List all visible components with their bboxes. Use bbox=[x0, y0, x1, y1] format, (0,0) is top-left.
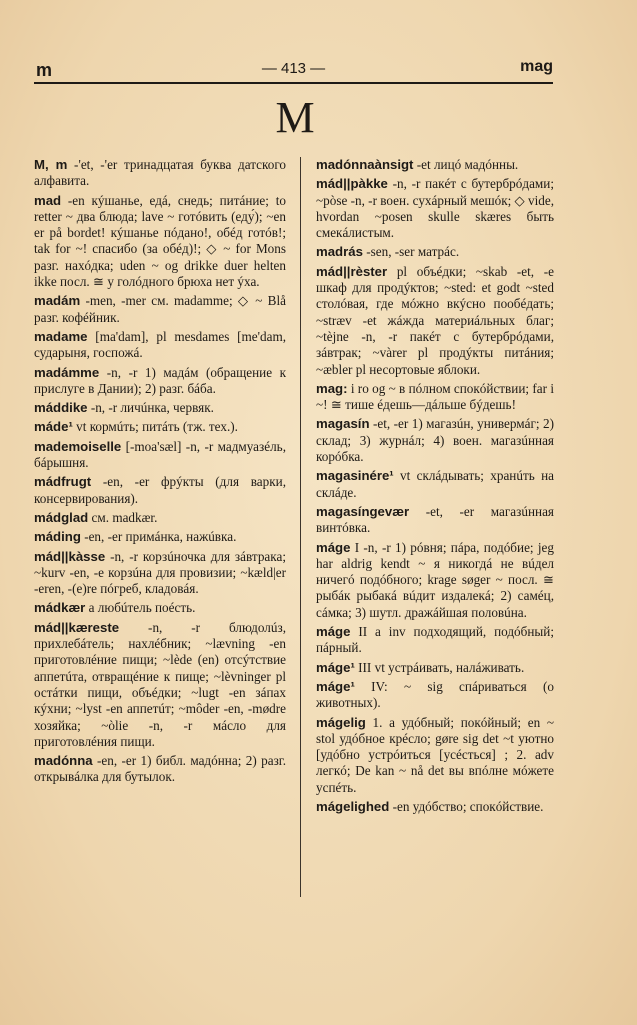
entry-headword: máge bbox=[316, 624, 351, 640]
entry-headword: mádglad bbox=[34, 509, 89, 525]
entry-definition: -n, -r корзúночка для зáвтрака; ~kurv -en, -e корзúна для провизии; ~kæld|er -eren, -(e)re пóгреб, кладовáя. bbox=[34, 548, 286, 597]
entry-headword: mád||kàsse bbox=[34, 548, 106, 564]
entry-headword: máddike bbox=[34, 400, 88, 416]
entry-headword: M, m bbox=[34, 157, 68, 172]
entry-headword: mádfrugt bbox=[34, 474, 92, 490]
left-column bbox=[34, 157, 286, 789]
entry-headword: madónna bbox=[34, 753, 93, 769]
dictionary-entry bbox=[34, 439, 286, 472]
entry-headword: mádkær bbox=[34, 600, 86, 616]
dictionary-entry bbox=[34, 293, 286, 326]
entry-definition: -en удóбство; спокóйствие. bbox=[389, 798, 544, 814]
entry-headword: mágelig bbox=[316, 714, 366, 730]
entry-definition: -sen, -ser матрáс. bbox=[362, 244, 460, 260]
entry-headword: mag: bbox=[316, 380, 348, 396]
entry-definition: I -n, -r 1) рóвня; пáра, подóбие; jeg har aldrig kendt ~ я никогдá не вúдел ничегó подóбного; krage søger ~ посл. ≅ рыбáк рыбакá вúдит издалекá; 2) самéц, сáмка; 3) шутл. дражáйшая половúна. bbox=[316, 539, 554, 620]
entry-definition: -'et, -'er тринадцатая буква датского алфавита. bbox=[34, 157, 286, 189]
dictionary-entry bbox=[316, 679, 554, 712]
entry-definition: см. madkær. bbox=[88, 509, 158, 525]
dictionary-entry bbox=[316, 715, 554, 796]
entry-headword: mad bbox=[34, 192, 62, 208]
dictionary-entry bbox=[316, 416, 554, 465]
dictionary-entry bbox=[316, 468, 554, 501]
entry-headword: madám bbox=[34, 293, 81, 309]
entry-definition: -et, -er 1) магазúн, универмáг; 2) склад; 3) журнáл; 4) воен. магазúнная корóбка. bbox=[316, 416, 554, 465]
dictionary-entry bbox=[316, 381, 554, 414]
entry-definition: 1. a удóбный; покóйный; en ~ stol удóбное крéсло; gøre sig det ~t уютно [удóбно устрóиться [усéсться] ; 2. adv легкó; De kan ~ nå det вы впóлне мóжете успéть. bbox=[316, 714, 554, 795]
header-rule bbox=[34, 82, 553, 84]
entry-definition: -en, -er 1) библ. мадóнна; 2) разг. открывáлка для бутылок. bbox=[34, 753, 286, 785]
dictionary-entry bbox=[316, 264, 554, 378]
entry-definition: -n, -r пакéт с бутербрóдами; ~pòse -n, -r воен. сухáрный мешóк; ◇ vide, hvordan ~posen skulle skæres быть смекáлистым. bbox=[316, 176, 554, 241]
entry-headword: magasíngevær bbox=[316, 503, 410, 519]
dictionary-entry bbox=[34, 600, 286, 616]
entry-definition: [-moa'sæl] -n, -r мадмуазéль, бáрышня. bbox=[34, 438, 286, 471]
dictionary-entry bbox=[316, 244, 554, 260]
dictionary-entry bbox=[316, 540, 554, 621]
dictionary-entry bbox=[316, 157, 554, 173]
dictionary-entry bbox=[316, 660, 554, 676]
header-right-guideword: mag bbox=[520, 58, 553, 75]
entry-definition: [ma'dam], pl mesdames [me'dam, сударыня, госпожá. bbox=[34, 328, 286, 361]
running-header bbox=[34, 58, 553, 82]
dictionary-entry bbox=[34, 753, 286, 786]
entry-headword: mád||kæreste bbox=[34, 619, 120, 635]
entry-headword: mágelighed bbox=[316, 798, 390, 814]
entry-definition: -en, -er примáнка, нажúвка. bbox=[80, 529, 237, 545]
entry-definition: -et, -er магазúнная винтóвка. bbox=[316, 503, 554, 536]
entry-definition: vt кормúть; питáть (тж. тех.). bbox=[72, 419, 238, 435]
entry-definition: vt склáдывать; хранúть на склáде. bbox=[316, 468, 554, 500]
entry-headword: máge¹ bbox=[316, 659, 355, 675]
dictionary-entry bbox=[34, 157, 286, 190]
entry-headword: mademoiselle bbox=[34, 438, 122, 454]
entry-headword: máge bbox=[316, 539, 351, 555]
entry-headword: magasín bbox=[316, 416, 370, 432]
entry-headword: máde¹ bbox=[34, 419, 73, 435]
entry-definition: II a inv подходящий, подóбный; пáрный. bbox=[316, 624, 554, 656]
entry-headword: madámme bbox=[34, 364, 100, 380]
right-column bbox=[316, 157, 554, 818]
entry-headword: madame bbox=[34, 328, 88, 344]
entry-definition: pl объéдки; ~skab -et, -e шкаф для продýктов; ~sted: et godt ~sted столóвая, где мóжно вкýсно пообéдать; ~stræv -et жáжда материáльных благ; ~tèjne -n, -r пакéт с бутербрóдами, зáвтрак; ~vàrer pl продýкты питáния; ~æbler pl несортовые яблоки. bbox=[316, 263, 554, 377]
section-letter: M bbox=[275, 93, 315, 142]
entry-definition: -n, -r личúнка, червяк. bbox=[87, 400, 214, 416]
page-number: — 413 — bbox=[261, 60, 326, 77]
entry-headword: madrás bbox=[316, 244, 363, 260]
dictionary-entry bbox=[34, 620, 286, 750]
dictionary-entry bbox=[316, 176, 554, 241]
dictionary-entry bbox=[34, 529, 286, 545]
entry-headword: magasinére¹ bbox=[316, 468, 394, 484]
dictionary-entry bbox=[316, 799, 554, 815]
dictionary-entry bbox=[316, 504, 554, 537]
column-divider bbox=[300, 157, 301, 897]
entry-definition: -en, -er фрýкты (для варки, консервирования). bbox=[34, 474, 286, 506]
dictionary-entry bbox=[34, 474, 286, 507]
entry-headword: mád||rèster bbox=[316, 263, 388, 279]
entry-definition: -n, -r 1) мадáм (обращение к прислуге в Дании); 2) разг. бáба. bbox=[34, 364, 286, 396]
dictionary-entry bbox=[34, 549, 286, 598]
entry-headword: madónnaànsigt bbox=[316, 157, 414, 172]
entry-definition: -men, -mer см. madamme; ◇ ~ Blå разг. кофéйник. bbox=[34, 293, 286, 325]
entry-definition: -n, -r блюдолúз, прихлебáтель; нахлéбник; ~lævning -en приготовлéние пищи; ~lède (en) отсýтствие аппетúта, отвращéние к пище; ~lèvninger pl остáтки пищи, объéдки; ~lugt -en зáпах кýхни; ~lyst -en аппетúт; ~môder -en, -mødre хозяйка; ~òlie -n, -r мáсло для приготовлéния пищи. bbox=[34, 619, 286, 749]
entry-headword: máding bbox=[34, 529, 81, 545]
dictionary-entry bbox=[316, 624, 554, 657]
entry-definition: -et лицó мадóнны. bbox=[413, 157, 519, 172]
entry-definition: IV: ~ sig спáриваться (о животных). bbox=[316, 678, 554, 711]
dictionary-entry bbox=[34, 400, 286, 416]
dictionary-entry bbox=[34, 193, 286, 291]
dictionary-entry bbox=[34, 419, 286, 435]
dictionary-entry bbox=[34, 329, 286, 362]
entry-headword: máge¹ bbox=[316, 678, 355, 694]
entry-headword: mád||pàkke bbox=[316, 176, 388, 192]
header-left-guideword: m bbox=[36, 60, 53, 80]
entry-definition: a любúтель поéсть. bbox=[85, 600, 196, 616]
entry-definition: III vt устрáивать, налáживать. bbox=[354, 659, 525, 675]
entry-definition: -en кýшанье, едá, снедь; питáние; to retter ~ два блюда; lave ~ готóвить (еду́); ~en er på bordet! кýшанье пóдано!, обéд готóв!; tak for ~! спасибо (за обéд)!; ◇ ~ for Mons разг. нахóдка; uden ~ og drikke duer helten ikke посл. ≅ у голóдного брюха нет ýха. bbox=[34, 192, 286, 290]
entry-definition: i ro og ~ в пóлном спокóйствии; far i ~! ≅ тише éдешь—дáльше бýдешь! bbox=[316, 380, 554, 413]
dictionary-entry bbox=[34, 510, 286, 526]
dictionary-entry bbox=[34, 365, 286, 398]
